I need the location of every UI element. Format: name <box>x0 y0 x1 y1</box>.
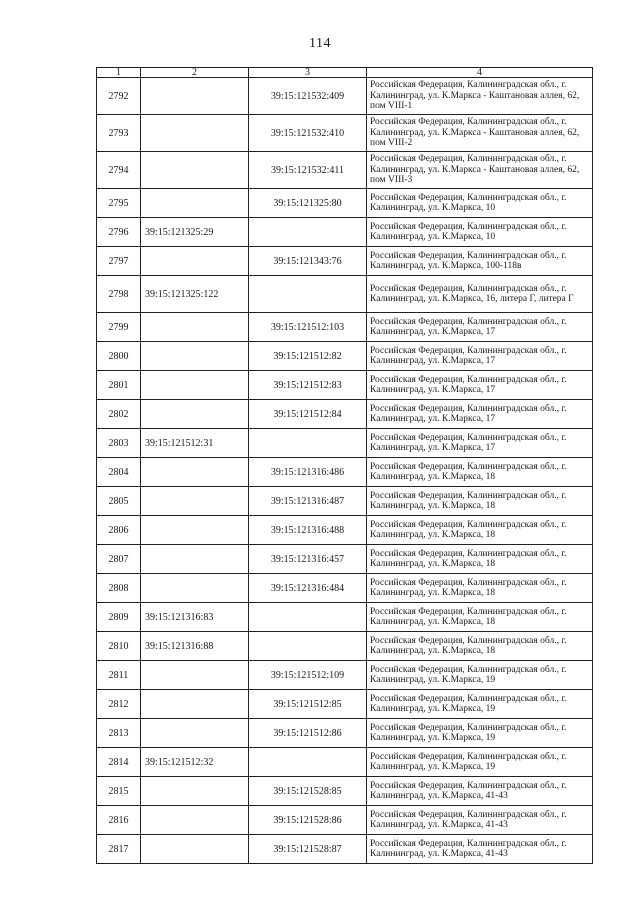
table-row <box>97 516 593 545</box>
cadastral-number-col3: 39:15:121316:488 <box>249 516 367 545</box>
row-number: 2792 <box>97 78 141 115</box>
row-number: 2796 <box>97 218 141 247</box>
address-cell: Российская Федерация, Калининградская обл., г. Калининград, ул. К.Маркса, 16, литера Г, литера Г <box>367 276 593 313</box>
column-header-2: 2 <box>141 68 249 78</box>
row-number: 2799 <box>97 313 141 342</box>
cadastral-number-col2 <box>141 690 249 719</box>
address-cell: Российская Федерация, Калининградская обл., г. Калининград, ул. К.Маркса, 10 <box>367 218 593 247</box>
cadastral-number-col3: 39:15:121532:411 <box>249 152 367 189</box>
address-cell: Российская Федерация, Калининградская обл., г. Калининград, ул. К.Маркса, 17 <box>367 400 593 429</box>
registry-table <box>96 67 593 864</box>
address-cell: Российская Федерация, Калининградская обл., г. Калининград, ул. К.Маркса, 100-118в <box>367 247 593 276</box>
table-row <box>97 458 593 487</box>
cadastral-number-col3: 39:15:121528:85 <box>249 777 367 806</box>
table-row <box>97 661 593 690</box>
row-number: 2813 <box>97 719 141 748</box>
cadastral-number-col3: 39:15:121528:87 <box>249 835 367 864</box>
cadastral-number-col2 <box>141 487 249 516</box>
address-cell: Российская Федерация, Калининградская обл., г. Калининград, ул. К.Маркса, 41-43 <box>367 777 593 806</box>
cadastral-number-col2: 39:15:121512:31 <box>141 429 249 458</box>
address-cell: Российская Федерация, Калининградская обл., г. Калининград, ул. К.Маркса, 18 <box>367 516 593 545</box>
address-cell: Российская Федерация, Калининградская обл., г. Калининград, ул. К.Маркса, 41-43 <box>367 806 593 835</box>
row-number: 2815 <box>97 777 141 806</box>
address-cell: Российская Федерация, Калининградская обл., г. Калининград, ул. К.Маркса, 41-43 <box>367 835 593 864</box>
column-header-3: 3 <box>249 68 367 78</box>
address-cell: Российская Федерация, Калининградская обл., г. Калининград, ул. К.Маркса, 10 <box>367 189 593 218</box>
cadastral-number-col3: 39:15:121343:76 <box>249 247 367 276</box>
cadastral-number-col3 <box>249 218 367 247</box>
row-number: 2794 <box>97 152 141 189</box>
cadastral-number-col3: 39:15:121316:484 <box>249 574 367 603</box>
row-number: 2802 <box>97 400 141 429</box>
row-number: 2805 <box>97 487 141 516</box>
row-number: 2798 <box>97 276 141 313</box>
row-number: 2816 <box>97 806 141 835</box>
cadastral-number-col2: 39:15:121316:88 <box>141 632 249 661</box>
table-row <box>97 574 593 603</box>
row-number: 2810 <box>97 632 141 661</box>
row-number: 2812 <box>97 690 141 719</box>
address-cell: Российская Федерация, Калининградская обл., г. Калининград, ул. К.Маркса, 19 <box>367 690 593 719</box>
address-cell: Российская Федерация, Калининградская обл., г. Калининград, ул. К.Маркса - Каштановая аллея, 62, пом VIII-2 <box>367 115 593 152</box>
page-number: 114 <box>309 36 331 51</box>
cadastral-number-col2: 39:15:121325:29 <box>141 218 249 247</box>
table-row <box>97 545 593 574</box>
cadastral-number-col2 <box>141 545 249 574</box>
table-row <box>97 719 593 748</box>
cadastral-number-col2 <box>141 115 249 152</box>
cadastral-number-col3: 39:15:121512:84 <box>249 400 367 429</box>
cadastral-number-col3: 39:15:121316:486 <box>249 458 367 487</box>
address-cell: Российская Федерация, Калининградская обл., г. Калининград, ул. К.Маркса, 18 <box>367 632 593 661</box>
cadastral-number-col3: 39:15:121316:487 <box>249 487 367 516</box>
row-number: 2803 <box>97 429 141 458</box>
row-number: 2793 <box>97 115 141 152</box>
table-row <box>97 777 593 806</box>
cadastral-number-col2 <box>141 835 249 864</box>
cadastral-number-col3: 39:15:121325:80 <box>249 189 367 218</box>
table-row <box>97 152 593 189</box>
cadastral-number-col2 <box>141 78 249 115</box>
cadastral-number-col3: 39:15:121528:86 <box>249 806 367 835</box>
table-row <box>97 115 593 152</box>
table-header-row <box>97 68 593 78</box>
table-row <box>97 189 593 218</box>
table-row <box>97 78 593 115</box>
cadastral-number-col3 <box>249 276 367 313</box>
cadastral-number-col2 <box>141 516 249 545</box>
table-row <box>97 487 593 516</box>
table-row <box>97 371 593 400</box>
row-number: 2801 <box>97 371 141 400</box>
cadastral-number-col3 <box>249 748 367 777</box>
address-cell: Российская Федерация, Калининградская обл., г. Калининград, ул. К.Маркса, 18 <box>367 545 593 574</box>
cadastral-number-col2: 39:15:121512:32 <box>141 748 249 777</box>
cadastral-number-col3: 39:15:121512:86 <box>249 719 367 748</box>
cadastral-number-col3 <box>249 603 367 632</box>
row-number: 2804 <box>97 458 141 487</box>
address-cell: Российская Федерация, Калининградская обл., г. Калининград, ул. К.Маркса, 19 <box>367 719 593 748</box>
row-number: 2817 <box>97 835 141 864</box>
row-number: 2811 <box>97 661 141 690</box>
cadastral-number-col2 <box>141 806 249 835</box>
cadastral-number-col2 <box>141 458 249 487</box>
table-row <box>97 806 593 835</box>
cadastral-number-col2 <box>141 342 249 371</box>
cadastral-number-col3: 39:15:121512:83 <box>249 371 367 400</box>
table-row <box>97 603 593 632</box>
cadastral-number-col3: 39:15:121512:82 <box>249 342 367 371</box>
cadastral-number-col3 <box>249 632 367 661</box>
address-cell: Российская Федерация, Калининградская обл., г. Калининград, ул. К.Маркса, 19 <box>367 661 593 690</box>
table-row <box>97 276 593 313</box>
address-cell: Российская Федерация, Калининградская обл., г. Калининград, ул. К.Маркса, 18 <box>367 458 593 487</box>
column-header-4: 4 <box>367 68 593 78</box>
address-cell: Российская Федерация, Калининградская обл., г. Калининград, ул. К.Маркса, 19 <box>367 748 593 777</box>
cadastral-number-col2 <box>141 247 249 276</box>
table-row <box>97 313 593 342</box>
address-cell: Российская Федерация, Калининградская обл., г. Калининград, ул. К.Маркса, 18 <box>367 574 593 603</box>
row-number: 2800 <box>97 342 141 371</box>
row-number: 2808 <box>97 574 141 603</box>
cadastral-number-col2 <box>141 719 249 748</box>
row-number: 2797 <box>97 247 141 276</box>
table-row <box>97 632 593 661</box>
cadastral-number-col2: 39:15:121316:83 <box>141 603 249 632</box>
cadastral-number-col2 <box>141 313 249 342</box>
table-row <box>97 218 593 247</box>
cadastral-number-col3: 39:15:121532:410 <box>249 115 367 152</box>
cadastral-number-col2 <box>141 777 249 806</box>
table-row <box>97 342 593 371</box>
address-cell: Российская Федерация, Калининградская обл., г. Калининград, ул. К.Маркса - Каштановая аллея, 62, пом VIII-3 <box>367 152 593 189</box>
table-row <box>97 400 593 429</box>
row-number: 2806 <box>97 516 141 545</box>
cadastral-number-col3 <box>249 429 367 458</box>
address-cell: Российская Федерация, Калининградская обл., г. Калининград, ул. К.Маркса - Каштановая аллея, 62, пом VIII-1 <box>367 78 593 115</box>
column-header-1: 1 <box>97 68 141 78</box>
cadastral-number-col3: 39:15:121512:109 <box>249 661 367 690</box>
cadastral-number-col2 <box>141 661 249 690</box>
cadastral-number-col2 <box>141 371 249 400</box>
cadastral-number-col2 <box>141 152 249 189</box>
cadastral-number-col3: 39:15:121512:103 <box>249 313 367 342</box>
cadastral-number-col3: 39:15:121316:457 <box>249 545 367 574</box>
row-number: 2809 <box>97 603 141 632</box>
cadastral-number-col2 <box>141 189 249 218</box>
table-row <box>97 429 593 458</box>
table-row <box>97 835 593 864</box>
cadastral-number-col2: 39:15:121325:122 <box>141 276 249 313</box>
table-body <box>97 78 593 864</box>
address-cell: Российская Федерация, Калининградская обл., г. Калининград, ул. К.Маркса, 17 <box>367 429 593 458</box>
row-number: 2807 <box>97 545 141 574</box>
address-cell: Российская Федерация, Калининградская обл., г. Калининград, ул. К.Маркса, 17 <box>367 313 593 342</box>
row-number: 2795 <box>97 189 141 218</box>
cadastral-number-col3: 39:15:121532:409 <box>249 78 367 115</box>
table-row <box>97 748 593 777</box>
cadastral-number-col2 <box>141 574 249 603</box>
address-cell: Российская Федерация, Калининградская обл., г. Калининград, ул. К.Маркса, 17 <box>367 371 593 400</box>
table-row <box>97 247 593 276</box>
address-cell: Российская Федерация, Калининградская обл., г. Калининград, ул. К.Маркса, 17 <box>367 342 593 371</box>
address-cell: Российская Федерация, Калининградская обл., г. Калининград, ул. К.Маркса, 18 <box>367 487 593 516</box>
cadastral-number-col3: 39:15:121512:85 <box>249 690 367 719</box>
table-row <box>97 690 593 719</box>
address-cell: Российская Федерация, Калининградская обл., г. Калининград, ул. К.Маркса, 18 <box>367 603 593 632</box>
row-number: 2814 <box>97 748 141 777</box>
cadastral-number-col2 <box>141 400 249 429</box>
